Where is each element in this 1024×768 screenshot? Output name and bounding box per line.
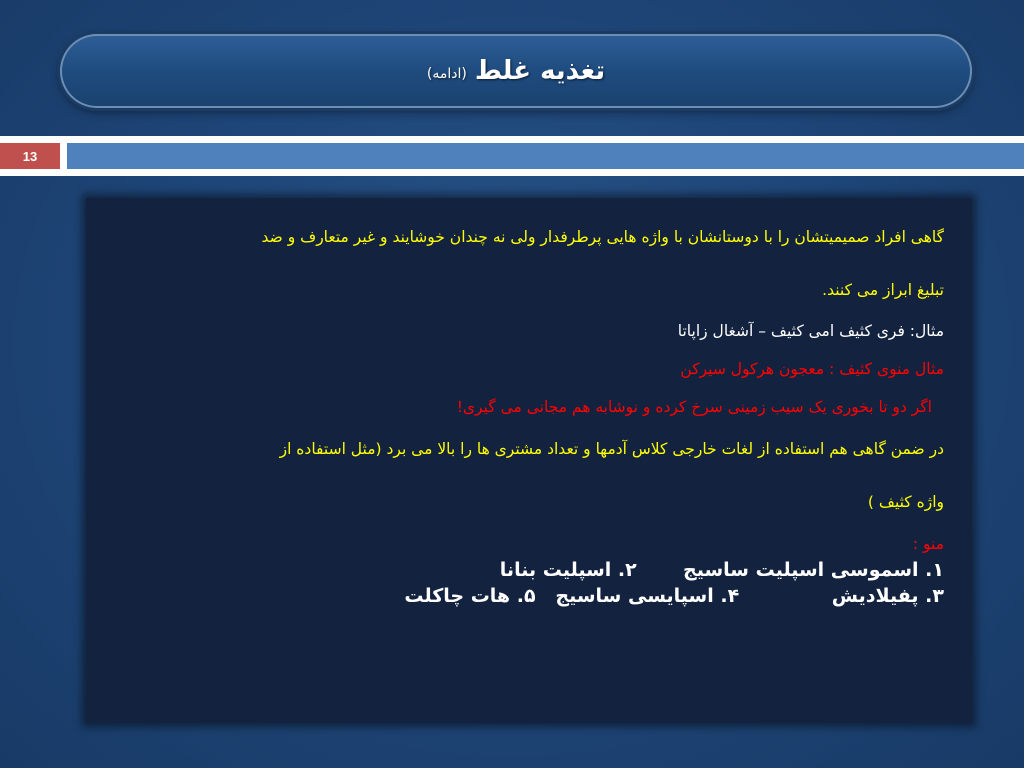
slide-title: تغذیه غلط (474, 56, 606, 86)
menu-label: منو : (912, 535, 944, 553)
slide-title-suffix: (ادامه) (426, 66, 467, 82)
slide-body (104, 222, 944, 607)
page-number-badge (0, 143, 60, 169)
paragraph-2-line-2: واژه کثیف ) (867, 493, 944, 511)
content-panel (86, 198, 972, 723)
warning-line: اگر دو تا بخوری یک سیب زمینی سرخ کرده و نوشابه هم مجانی می گیری! (456, 398, 932, 416)
paragraph-1-line-1: گاهی افراد صمیمیتشان را با دوستانشان با واژه هایی پرطرفدار ولی نه چندان خوشایند و غیر متعارف و ضد (261, 228, 944, 246)
paragraph-2-line-1: در ضمن گاهی هم استفاده از لغات خارجی کلاس آدمها و تعداد مشتری ها را بالا می برد (مثل استفاده از (279, 440, 944, 458)
page-number: 13 (22, 148, 38, 164)
example-line: مثال: فری کثیف امی کثیف – آشغال زاپاتا (677, 322, 944, 340)
menu-line-2: ۳. پفیلادیش ۴. اسپایسی ساسیج ۵. هات چاکلت (404, 585, 944, 607)
slide-title-banner (60, 34, 972, 108)
example-menu-line: مثال منوی کثیف : معجون هرکول سیرکن (680, 360, 944, 378)
header-accent-bar (67, 143, 1024, 169)
menu-line-1: ۱. اسموسی اسپلیت ساسیج ۲. اسپلیت بنانا (499, 559, 944, 581)
paragraph-1-line-2: تبلیغ ابراز می کنند. (822, 281, 944, 299)
